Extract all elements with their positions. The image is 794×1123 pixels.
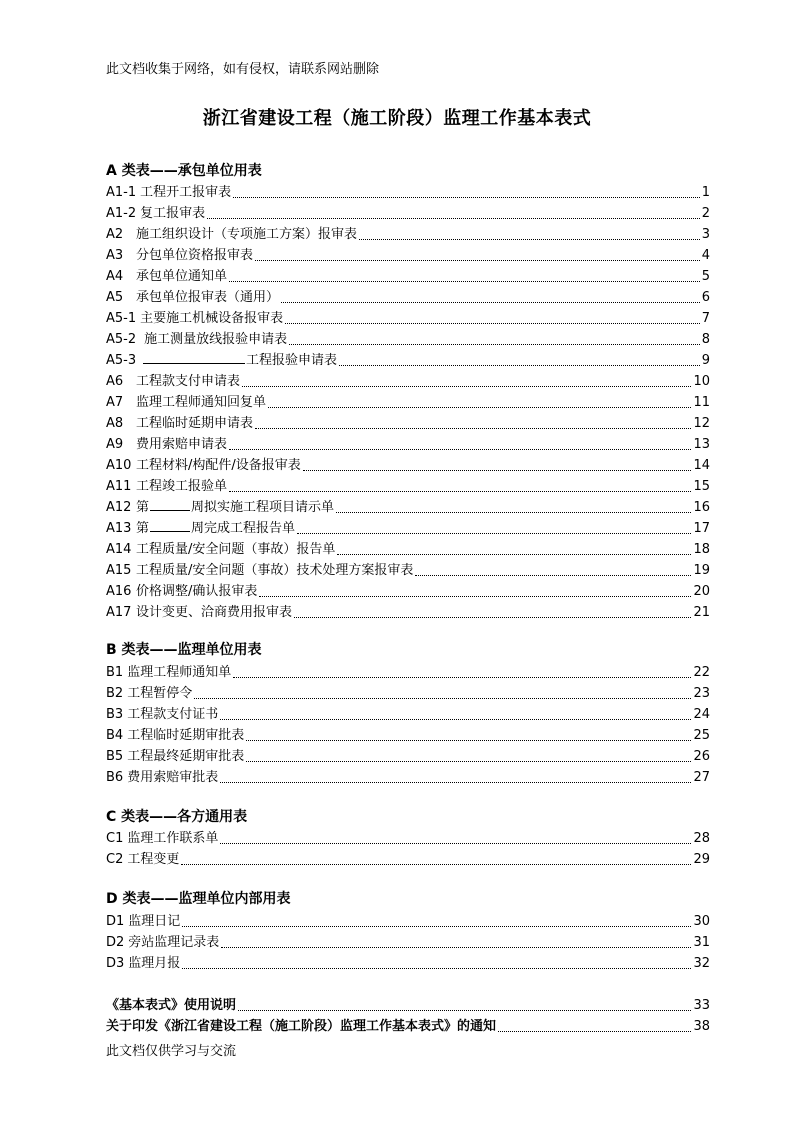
toc-item-label: 监理月报 [128,956,181,971]
leader-dots [294,616,691,618]
toc-item-label: 工程暂停令 [127,686,193,701]
toc-item-code: A14 [106,542,132,557]
toc-item-a1-1[interactable] [106,181,710,201]
toc-item-code: A10 [106,458,132,473]
toc-item-code: A5 [106,290,124,305]
fill-in-blank[interactable] [143,351,245,364]
toc-item-label: 工程材料/构配件/设备报审表 [136,458,301,473]
toc-item-page: 27 [693,770,710,785]
toc-item-c1[interactable] [106,827,710,847]
toc-item-page: 23 [693,686,710,701]
toc-item-code: A16 [106,584,132,599]
leader-dots [220,781,691,783]
toc-item-label: 《基本表式》使用说明 [106,998,237,1013]
toc-item-a3[interactable] [106,244,710,264]
toc-item-code: A7 [106,395,124,410]
toc-item-code: A17 [106,605,132,620]
toc-item-code: A9 [106,437,124,452]
toc-item-page: 31 [693,935,710,950]
toc-item-code: B1 [106,665,124,680]
toc-item-label: 关于印发《浙江省建设工程（施工阶段）监理工作基本表式》的通知 [106,1019,497,1034]
toc-item-page: 24 [693,707,710,722]
toc-item-code: C1 [106,831,124,846]
leader-dots [207,217,700,219]
toc-item-label: 工程质量/安全问题（事故）报告单 [136,542,336,557]
toc-item-label: 施工组织设计（专项施工方案）报审表 [136,227,358,242]
leader-dots [339,364,700,366]
toc-item-page: 19 [693,563,710,578]
toc-item-a5[interactable] [106,286,710,306]
toc-item-page: 32 [693,956,710,971]
toc-item-code: A1-1 [106,185,137,200]
toc-item-code: A4 [106,269,124,284]
toc-item-code: A12 [106,500,132,515]
fill-in-blank[interactable] [150,498,190,511]
leader-dots [246,760,691,762]
toc-item-a14[interactable] [106,538,710,558]
toc-item-code: B4 [106,728,124,743]
toc-item-page: 18 [693,542,710,557]
toc-item-a5-2[interactable] [106,328,710,348]
leader-dots [233,676,691,678]
toc-item-b3[interactable] [106,703,710,723]
leader-dots [246,739,691,741]
toc-item-code: B3 [106,707,124,722]
toc-item-page: 15 [693,479,710,494]
toc-item-a12[interactable] [106,496,710,516]
toc-item-a10[interactable] [106,454,710,474]
toc-item-code: A1-2 [106,206,137,221]
section-a-heading: A 类表——承包单位用表 [106,163,262,179]
toc-item-page: 13 [693,437,710,452]
toc-item-label: 工程款支付证书 [127,707,219,722]
leader-dots [268,406,691,408]
toc-item-page: 4 [701,248,710,263]
toc-item-label: 监理工程师通知回复单 [136,395,267,410]
toc-item-code: D1 [106,914,125,929]
toc-item-label: 监理工程师通知单 [127,665,232,680]
toc-item-code: A5-3 [106,353,137,368]
leader-dots [233,196,700,198]
toc-item-d3[interactable] [106,952,710,972]
toc-item-a15[interactable] [106,559,710,579]
toc-item-a13[interactable] [106,517,710,537]
leader-dots [182,967,691,969]
toc-item-page: 16 [693,500,710,515]
toc-item-code: B6 [106,770,124,785]
toc-item-a7[interactable] [106,391,710,411]
toc-item-c2[interactable] [106,848,710,868]
toc-item-a9[interactable] [106,433,710,453]
toc-item-b6[interactable] [106,766,710,786]
toc-item-code: A2 [106,227,124,242]
toc-item-page: 3 [701,227,710,242]
toc-item-page: 29 [693,852,710,867]
toc-item-label: 工程质量/安全问题（事故）技术处理方案报审表 [136,563,414,578]
toc-item-page: 10 [693,374,710,389]
section-b-heading: B 类表——监理单位用表 [106,642,262,658]
leader-dots [337,553,691,555]
toc-item-label: 设计变更、洽商费用报审表 [136,605,293,620]
toc-item-prefix: 第 [136,500,150,515]
leader-dots [255,427,691,429]
toc-item-label: 承包单位报审表（通用） [136,290,280,305]
leader-dots [229,490,691,492]
toc-item-code: A11 [106,479,132,494]
leader-dots [498,1030,691,1032]
leader-dots [259,595,691,597]
toc-item-code: A8 [106,416,124,431]
leader-dots [221,946,691,948]
toc-item-label: 工程临时延期申请表 [136,416,254,431]
toc-item-page: 7 [701,311,710,326]
toc-item-a6[interactable] [106,370,710,390]
toc-item-page: 12 [693,416,710,431]
toc-item-label: 工程最终延期审批表 [127,749,245,764]
toc-item-label: 周完成工程报告单 [191,521,296,536]
leader-dots [415,574,691,576]
toc-item-label: 工程开工报审表 [140,185,232,200]
toc-item-page: 25 [693,728,710,743]
toc-item-code: D2 [106,935,125,950]
toc-item-label: 费用索赔申请表 [136,437,228,452]
toc-item-label: 施工测量放线报验申请表 [144,332,288,347]
toc-item-page: 30 [693,914,710,929]
toc-item-code: B2 [106,686,124,701]
toc-item-page: 9 [701,353,710,368]
toc-item-page: 28 [693,831,710,846]
leader-dots [289,343,700,345]
toc-item-label: 分包单位资格报审表 [136,248,254,263]
toc-item-page: 17 [693,521,710,536]
toc-item-page: 6 [701,290,710,305]
toc-item-label: 工程报验申请表 [246,353,338,368]
leader-dots [336,511,691,513]
toc-item-a4[interactable] [106,265,710,285]
toc-item-page: 21 [693,605,710,620]
toc-item-d2[interactable] [106,931,710,951]
toc-item-b1[interactable] [106,661,710,681]
toc-item-page: 5 [701,269,710,284]
header-note: 此文档收集于网络，如有侵权，请联系网站删除 [106,62,380,77]
section-d-heading: D 类表——监理单位内部用表 [106,891,291,907]
leader-dots [182,925,691,927]
toc-item-b4[interactable] [106,724,710,744]
toc-item-page: 2 [701,206,710,221]
toc-item-page: 20 [693,584,710,599]
toc-item-b2[interactable] [106,682,710,702]
document-title: 浙江省建设工程（施工阶段）监理工作基本表式 [202,108,592,129]
toc-item-code: A5-1 [106,311,137,326]
toc-item-label: 主要施工机械设备报审表 [140,311,284,326]
toc-item-a16[interactable] [106,580,710,600]
toc-item-label: 价格调整/确认报审表 [136,584,258,599]
toc-item-d1[interactable] [106,910,710,930]
leader-dots [194,697,691,699]
toc-item-notice[interactable] [106,1015,710,1035]
toc-item-a17[interactable] [106,601,710,621]
toc-item-code: A5-2 [106,332,137,347]
toc-item-code: B5 [106,749,124,764]
toc-item-code: A3 [106,248,124,263]
fill-in-blank[interactable] [150,519,190,532]
toc-item-label: 周拟实施工程项目请示单 [191,500,335,515]
leader-dots [281,301,700,303]
leader-dots [220,718,691,720]
toc-item-code: A6 [106,374,124,389]
toc-item-prefix: 第 [136,521,150,536]
toc-item-page: 14 [693,458,710,473]
toc-item-page: 8 [701,332,710,347]
toc-item-label: 监理日记 [128,914,181,929]
toc-item-page: 1 [701,185,710,200]
toc-item-label: 工程变更 [127,852,180,867]
toc-item-label: 工程竣工报验单 [136,479,228,494]
toc-item-usage-notes[interactable] [106,994,710,1014]
leader-dots [255,259,700,261]
toc-item-code: A13 [106,521,132,536]
toc-item-label: 复工报审表 [140,206,206,221]
toc-item-page: 26 [693,749,710,764]
leader-dots [297,532,691,534]
toc-item-page: 11 [693,395,710,410]
toc-item-label: 旁站监理记录表 [128,935,220,950]
toc-item-a11[interactable] [106,475,710,495]
toc-item-b5[interactable] [106,745,710,765]
leader-dots [229,280,700,282]
toc-item-label: 监理工作联系单 [127,831,219,846]
toc-item-a5-3[interactable] [106,349,710,369]
toc-item-page: 22 [693,665,710,680]
toc-item-page: 33 [693,998,710,1013]
leader-dots [181,863,691,865]
toc-item-code: D3 [106,956,125,971]
leader-dots [359,238,700,240]
leader-dots [229,448,691,450]
leader-dots [238,1009,691,1011]
toc-item-label: 工程款支付申请表 [136,374,241,389]
toc-item-code: C2 [106,852,124,867]
footer-note: 此文档仅供学习与交流 [106,1044,237,1059]
leader-dots [220,842,691,844]
toc-item-label: 承包单位通知单 [136,269,228,284]
toc-item-label: 工程临时延期审批表 [127,728,245,743]
toc-item-label: 费用索赔审批表 [127,770,219,785]
toc-item-a5-1[interactable] [106,307,710,327]
toc-item-code: A15 [106,563,132,578]
leader-dots [242,385,691,387]
toc-item-a1-2[interactable] [106,202,710,222]
leader-dots [285,322,700,324]
toc-item-page: 38 [693,1019,710,1034]
section-c-heading: C 类表——各方通用表 [106,809,248,825]
toc-item-a8[interactable] [106,412,710,432]
leader-dots [303,469,692,471]
toc-item-a2[interactable] [106,223,710,243]
